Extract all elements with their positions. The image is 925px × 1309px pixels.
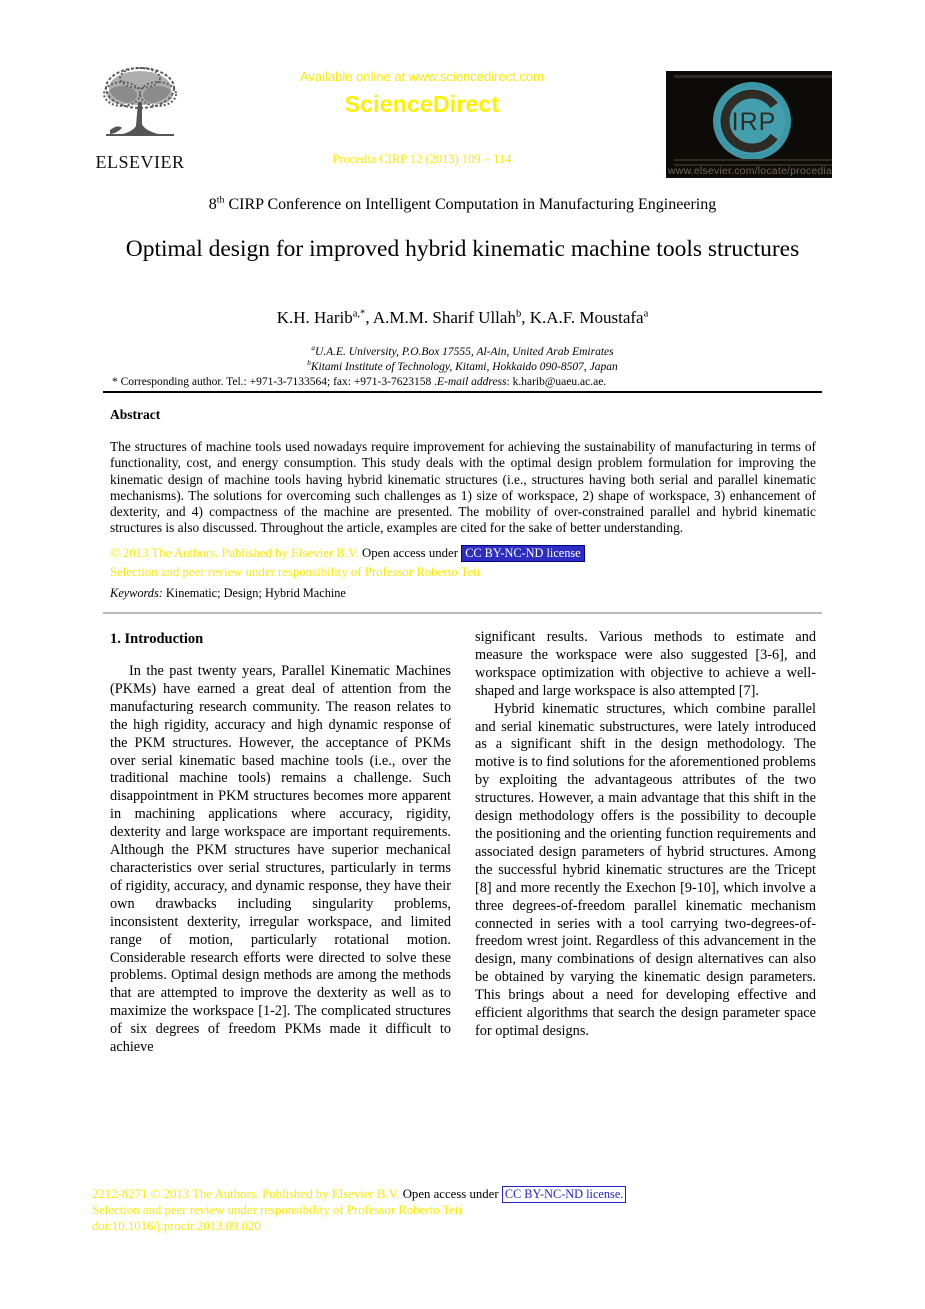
intro-column-left [110, 663, 451, 1057]
author-name: A.M.M. Sharif Ullah [372, 308, 516, 327]
paper-title: Optimal design for improved hybrid kinematic machine tools structures [125, 236, 800, 262]
intro-paragraph-1: In the past twenty years, Parallel Kinematic Machines (PKMs) have earned a great deal of attention from the manufacturing research community. The reason relates to the high rigidity, accuracy and high dynamic response of the PKM structures. However, the acceptance of PKMs over serial kinematic based machine tools (i.e., over the traditional machine tools) remains a challenge. Such disappointment in PKM structures becomes more apparent in machining applications where accuracy, rigidity, dexterity and large workspace are important requirements. Although the PKM structures have superior mechanical characteristics over serial structures, particularly in terms of rigidity, accuracy, and dynamic response, they have their own drawbacks including singularity problems, inconsistent dexterity, irregular workspace, and limited range of motion, particularly rotational motion. Considerable research efforts were directed to solve these problems. Optimal design methods are among the methods that are attempted to improve the dexterity as well as to maximize the workspace [1-2]. The complicated structures of six degrees of freedom PKMs made it difficult to achieve [110, 663, 451, 1056]
footer-open-access-text: Open access under [402, 1187, 502, 1201]
sciencedirect-logo: ScienceDirect [344, 91, 500, 117]
abstract-heading: Abstract [110, 407, 161, 422]
affiliation-mark: a [311, 344, 315, 353]
elsevier-logo [88, 64, 192, 173]
author-affil-mark: b [515, 308, 522, 320]
intro-paragraph-1-continued: significant results. Various methods to estimate and measure the workspace were also suggested [3-6], and workspace optimization with objective to achieve a well-shaped and large workspace is also attempted [7]. [475, 629, 816, 699]
affiliation-text: U.A.E. University, P.O.Box 17555, Al-Ain, United Arab Emirates [314, 346, 614, 358]
footer-selection-line: Selection and peer review under responsibility of Professor Roberto Teti [92, 1203, 463, 1218]
footer [92, 1187, 832, 1235]
affiliation-mark: b [307, 358, 311, 367]
header-center [260, 69, 584, 118]
intro-paragraph-2: Hybrid kinematic structures, which combine parallel and serial kinematic substructures, were lately introduced as a significant shift in the design methodology. The motive is to find solutions for the aforementioned problems by exploiting the advantageous attributes of the two structures. However, a main advantage that this shift in the design methodology offers is the possibility to decouple the positioning and the orienting function requirements and associated design parameters of hybrid structures. Among the successful hybrid kinematic structures are the Tricept [8] and more recently the Exechon [9-10], which involve a three degrees-of-freedom parallel kinematic mechanism connected in series with a tool carrying two-degrees-of-freedom wrest joint. Regardless of this advancement in the design, many combinations of design alternatives can also be obtained by varying the kinematic design parameters. This brings about a need for developing effective and efficient algorithms that search the design parameter space for optimal designs. [475, 700, 816, 1039]
author-separator: , [521, 308, 530, 327]
open-access-text: Open access under [362, 546, 462, 560]
author-affil-mark: a [643, 308, 649, 320]
corresponding-note [112, 376, 817, 388]
journal-citation: Procedia CIRP 12 (2013) 109 – 114 [332, 152, 512, 166]
keywords-label: Keywords: [110, 586, 163, 600]
footer-cc-license-link[interactable]: CC BY-NC-ND license. [502, 1186, 627, 1203]
conference-title [110, 196, 815, 214]
copyright-line [110, 546, 830, 561]
affiliation-text: Kitami Institute of Technology, Kitami, Hokkaido 090-8507, Japan [310, 360, 618, 373]
title-divider-rule [103, 391, 822, 393]
intro-column-right [475, 629, 816, 1041]
abstract-text: The structures of machine tools used nowadays require improvement for achieving the sustainability of manufacturing in terms of functionality, cost, and energy consumption. This study deals with the optimal design problem formulation for improving the kinematic design of machine tools having hybrid kinematic structures (i.e., structures having both serial and parallel kinematic mechanisms). The solutions for overcoming such challenges as 1) size of workspace, 2) shape of workspace, 3) enhancement of dexterity, and 4) compactness of the machine are presented. The mobility of over-constrained parallel and hybrid kinematic structures is also discussed. Throughout the article, examples are cited for the sake of better understanding. [110, 439, 816, 536]
author-affil-mark: a,* [352, 308, 366, 320]
affiliation-line [110, 345, 815, 360]
footer-copyright-text: 2212-8271 © 2013 The Authors. Published by Elsevier B.V. [92, 1187, 403, 1201]
authors-line [110, 308, 815, 328]
cirp-url: www.elsevier.com/locate/procedia [668, 165, 832, 177]
cirp-box-bottom-line-1 [674, 159, 832, 161]
conference-rest: CIRP Conference on Intelligent Computation in Manufacturing Engineering [224, 196, 717, 213]
svg-text:IRP: IRP [731, 108, 777, 136]
available-online-text: Available online at www.sciencedirect.com [300, 69, 544, 84]
selection-line: Selection and peer review under responsibility of Professor Roberto Teti [110, 565, 481, 579]
conference-num: 8 [208, 196, 217, 213]
email-address-label: E-mail address [436, 376, 507, 388]
section-heading-introduction: 1. Introduction [110, 631, 204, 647]
cirp-logo [666, 71, 832, 178]
author-name: K.A.F. Moustafa [529, 308, 644, 327]
elsevier-tree-icon [92, 133, 188, 150]
elsevier-wordmark: ELSEVIER [95, 152, 185, 172]
keywords-line [110, 586, 815, 601]
cc-license-link[interactable]: CC BY-NC-ND license [461, 545, 584, 562]
copyright-text: © 2013 The Authors. Published by Elsevier B.V. [110, 546, 363, 560]
footer-doi: doi:10.1016/j.procir.2013.09.020 [92, 1219, 261, 1234]
corresponding-pre: * Corresponding author. Tel.: +971-3-7133564; fax: +971-3-7623158 . [112, 376, 437, 388]
affiliations [110, 345, 815, 374]
keywords-divider-rule [103, 612, 822, 614]
corresponding-email: : k.harib@uaeu.ac.ae. [506, 376, 607, 388]
affiliation-line [110, 360, 815, 375]
conference-ordinal: th [216, 194, 225, 206]
author-name: K.H. Harib [276, 308, 353, 327]
footer-issn-line [92, 1187, 832, 1203]
author-separator: , [365, 308, 373, 327]
keywords-text: Kinematic; Design; Hybrid Machine [162, 586, 346, 600]
